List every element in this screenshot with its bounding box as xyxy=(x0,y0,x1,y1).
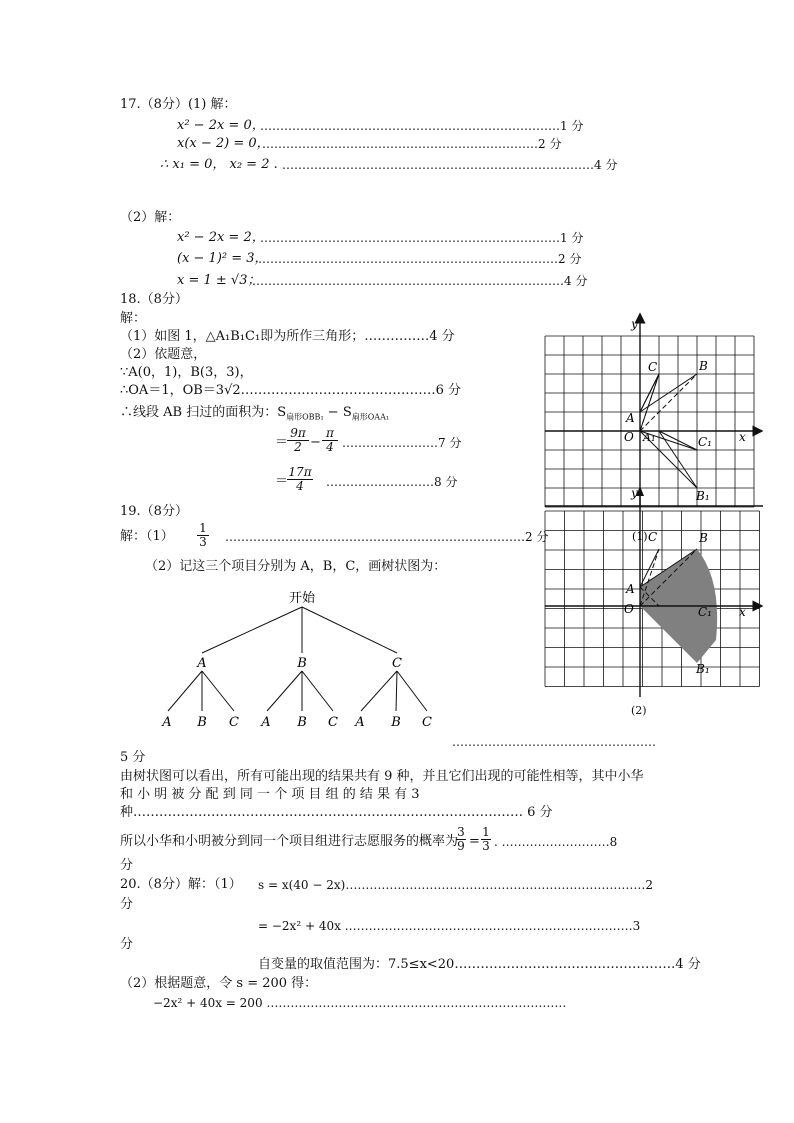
bottom-label-y: y xyxy=(631,486,638,500)
q17-p2-line2-dots: …………………………………………………………………2 分 xyxy=(258,252,582,266)
q19-para3: 种……………………………………………………………………………… 6 分 xyxy=(120,805,553,820)
q19-para4: 所以小华和小明被分到同一个项目组进行志愿服务的概率为 xyxy=(120,834,459,849)
top-label-c: C xyxy=(648,360,658,374)
q18-lengths: ∴OA＝1，OB＝3√2………………………………………6 分 xyxy=(120,383,462,398)
top-label-c1: C₁ xyxy=(698,435,712,449)
q20-l4: （2）根据题意，令 s = 200 得： xyxy=(120,976,318,991)
bottom-label-x: x xyxy=(739,605,746,619)
q18-frac-17pi-4 xyxy=(287,466,313,493)
figure-caption-2: (2) xyxy=(631,704,647,717)
q17-p1-line2: x(x − 2) = 0， xyxy=(177,136,270,151)
q17-p1-line1-dots: …………………………………………………………………1 分 xyxy=(260,119,584,133)
tree-l1-b: B xyxy=(297,656,307,671)
grid-figure xyxy=(536,310,766,720)
q17-p2-line2: (x − 1)² = 3， xyxy=(177,251,268,266)
q18-frac1-num: 9π xyxy=(290,426,306,440)
tree-l2-5: B xyxy=(297,715,307,730)
top-label-b: B xyxy=(699,359,708,373)
tree-root: 开始 xyxy=(288,591,316,606)
q19-pf1-den: 9 xyxy=(457,839,465,853)
q19-eight-fen: 分 xyxy=(120,858,134,873)
q19-para1: 由树状图可以看出，所有可能出现的结果共有 9 种，并且它们出现的可能性相等，其中小华 xyxy=(120,769,644,784)
q19-prob-frac2 xyxy=(481,826,491,853)
q17-part2-heading: （2）解： xyxy=(120,210,181,225)
q20-l2: = −2x² + 40x ………………………………………………………………3 xyxy=(258,919,641,933)
q17-heading: 17.（8分）(1) 解： xyxy=(120,97,237,112)
q18-frac-pi-4 xyxy=(322,427,338,454)
bottom-label-c: C xyxy=(648,530,658,544)
bottom-label-fig1: (1) xyxy=(632,530,648,543)
q18-frac2-num: π xyxy=(326,426,334,440)
q18-sector1-sub: 扇形OBB₁ xyxy=(286,412,324,422)
q19-dots5: …………………………………………… xyxy=(452,735,656,749)
q17-p1-line3: ∴ x₁ = 0， x₂ = 2 . xyxy=(160,157,278,172)
q19-dots2: …………………………………………………………………2 分 xyxy=(225,530,549,544)
q19-pf1-num: 3 xyxy=(457,825,465,839)
q17-p2-line1-dots: …………………………………………………………………1 分 xyxy=(260,231,584,245)
top-label-o: O xyxy=(624,430,634,444)
tree-l2-7: A xyxy=(355,715,365,730)
q18-heading: 18.（8分） xyxy=(120,292,188,307)
q18-minus: − S xyxy=(323,405,352,420)
q20-l1: s = x(40 − 2x)…………………………………………………………………2 xyxy=(258,878,653,892)
q19-frac-den: 3 xyxy=(197,535,209,549)
bottom-label-o: O xyxy=(624,602,634,616)
q17-p1-line3-dots: ……………………………………………………………………4 分 xyxy=(282,158,618,172)
tree-l2-2: B xyxy=(197,715,207,730)
bottom-label-b: B xyxy=(699,531,708,545)
q20-l3: 自变量的取值范围为：7.5≤x<20……………………………………………4 分 xyxy=(258,957,701,972)
q18-part2: （2）依题意， xyxy=(120,347,207,362)
q19-part2: （2）记这三个项目分别为 A，B，C，画树状图为： xyxy=(145,559,447,574)
tree-l2-1: A xyxy=(162,715,172,730)
q18-frac2-den: 4 xyxy=(322,440,338,454)
bottom-label-b1: B₁ xyxy=(696,662,710,676)
q18-minus2: − xyxy=(310,435,321,450)
q18-area-text: ∴线段 AB 扫过的面积为：S xyxy=(120,405,287,420)
q18-eq1: ＝ xyxy=(275,435,289,450)
tree-l2-3: C xyxy=(229,715,239,730)
tree-l2-9: C xyxy=(422,715,432,730)
tree-l2-8: B xyxy=(391,715,401,730)
bottom-label-c1: C₁ xyxy=(698,605,712,619)
q18-area-expression xyxy=(120,405,389,426)
q18-frac3-num: 17π xyxy=(288,465,312,479)
q18-dots7: ……………………7 分 xyxy=(342,436,462,450)
q17-p2-line1: x² − 2x = 2， xyxy=(177,230,265,245)
q18-frac-9pi-2 xyxy=(287,427,309,454)
top-label-a1: A₁ xyxy=(643,431,656,444)
q20-heading: 20.（8分）解：（1） xyxy=(120,877,242,892)
q19-part1: 解：（1） xyxy=(120,529,174,544)
q20-fen2: 分 xyxy=(120,937,134,952)
q18-frac1-den: 2 xyxy=(287,440,309,454)
q17-p1-line2-dots: ……………………………………………………………2 分 xyxy=(262,137,562,151)
q19-prob-frac1 xyxy=(456,826,466,853)
q19-pf2-den: 3 xyxy=(482,839,490,853)
q18-frac3-den: 4 xyxy=(287,479,313,493)
q19-heading: 19.（8分） xyxy=(120,504,188,519)
q19-prob-eq: = xyxy=(469,834,480,849)
q17-p2-line3-dots: ……………………………………………………………………4 分 xyxy=(252,274,588,288)
tree-l2-6: C xyxy=(328,715,338,730)
q19-five-points: 5 分 xyxy=(120,750,146,765)
q19-para2: 和 小 明 被 分 配 到 同 一 个 项 目 组 的 结 果 有 3 xyxy=(120,787,420,802)
q18-eq2: ＝ xyxy=(275,474,289,489)
q17-p2-line3: x = 1 ± √3； xyxy=(177,273,261,288)
q18-jie: 解： xyxy=(120,311,147,326)
q18-part1: （1）如图 1，△A₁B₁C₁即为所作三角形；……………4 分 xyxy=(120,329,455,344)
tree-l1-a: A xyxy=(197,656,207,671)
top-label-x: x xyxy=(739,430,746,444)
q19-pf2-num: 1 xyxy=(482,825,490,839)
q18-sector2-sub: 扇形OAA₁ xyxy=(351,412,390,422)
top-dashed-lines xyxy=(640,374,697,431)
tree-l1-c: C xyxy=(392,656,402,671)
q18-dots8: ………………………8 分 xyxy=(326,475,458,489)
q19-frac-num: 1 xyxy=(199,521,207,535)
q17-p1-line1: x² − 2x = 0， xyxy=(177,118,265,133)
q18-given-points: ∵A(0，1)，B(3，3)， xyxy=(120,365,253,380)
top-label-y: y xyxy=(631,317,638,331)
tree-diagram xyxy=(150,585,450,735)
tree-l2-4: A xyxy=(261,715,271,730)
q19-dots8: . ………………………8 xyxy=(494,835,618,849)
top-label-b1: B₁ xyxy=(696,489,710,503)
bottom-label-a: A xyxy=(626,582,635,596)
top-label-a: A xyxy=(626,411,635,425)
q20-fen1: 分 xyxy=(120,897,134,912)
q19-answer-frac xyxy=(197,522,209,549)
q20-l5: −2x² + 40x = 200 ………………………………………………………………… xyxy=(153,996,567,1010)
